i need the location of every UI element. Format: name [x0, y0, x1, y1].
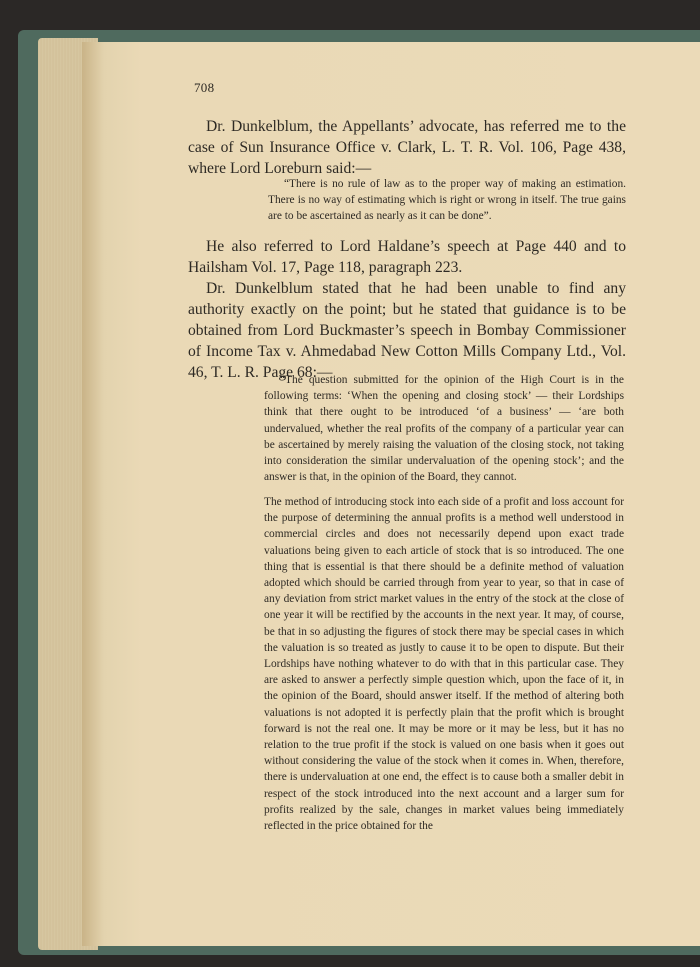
book-page — [82, 42, 700, 946]
paragraph-1: Dr. Dunkelblum, the Appellants’ advocate, has referred me to the case of Sun Insurance Office v. Clark, L. T. R. Vol. 106, Page 438, where Lord Loreburn said:— — [188, 118, 626, 177]
paragraph-3: Dr. Dunkelblum stated that he had been unable to find any authority exactly on the point; but he stated that guidance is to be obtained from Lord Buckmaster’s speech in Bombay Commissioner of Income Tax v. Ahmedabad New Cotton Mills Company Ltd., Vol. 46, T. L. R. Page 68:— — [188, 280, 626, 381]
quote-loreburn: “There is no rule of law as to the proper way of making an estimation. There is no way of estimating which is right or wrong in itself. The true gains are to be ascertained as nearly as it can be done”. — [268, 178, 626, 223]
quote-buckmaster-2: The method of introducing stock into each side of a profit and loss account for the purpose of determining the annual profits is a method well understood in commercial circles and does not necessarily depend upon exact trade valuations being given to each article of stock that is so introduced. The one thing that is essential is that there should be a definite method of valuation adopted which should be carried through from year to year, so that in case of any deviation from strict market values in the entry of the stock at the close of one year it will be rectified by the accounts in the next year. It may, of course, be that in so adjusting the figures of stock there may be special cases in which the valuation is so treated as justly to cause it to be open to dispute. But their Lordships have nothing whatever to do with that in this particular case. They are asked to answer a perfectly simple question which, upon the face of it, in the opinion of the Board, should answer itself. If the method of altering both valuations is not adopted it is perfectly plain that the profit which is brought forward is not the real one. It may be more or it may be less, but it has no relation to the true profit if the stock is valued on one basis when it goes out without considering the value of the stock when it comes in. When, therefore, there is undervaluation at one end, the effect is to cause both a smaller debit in respect of the stock introduced into the next account and a larger sum for profits realized by the sale, changes in market values being immediately reflected in the price obtained for the — [264, 496, 624, 833]
page-number: 708 — [194, 80, 215, 95]
paragraph-2: He also referred to Lord Haldane’s speech at Page 440 and to Hailsham Vol. 17, Page 118, paragraph 223. — [188, 238, 626, 276]
quote-buckmaster-1: “The question submitted for the opinion of the High Court is in the following terms: ‘When the opening and closing stock’ — their Lordships think that there ought to be introduced ‘of a business’ — ‘are both undervalued, whether the real profits of the company of a particular year can be ascertained by merely raising the valuation of the closing stock, not taking into consideration the similar undervaluation of the opening stock’; and the answer is that, in the opinion of the Board, they cannot. — [264, 374, 624, 484]
